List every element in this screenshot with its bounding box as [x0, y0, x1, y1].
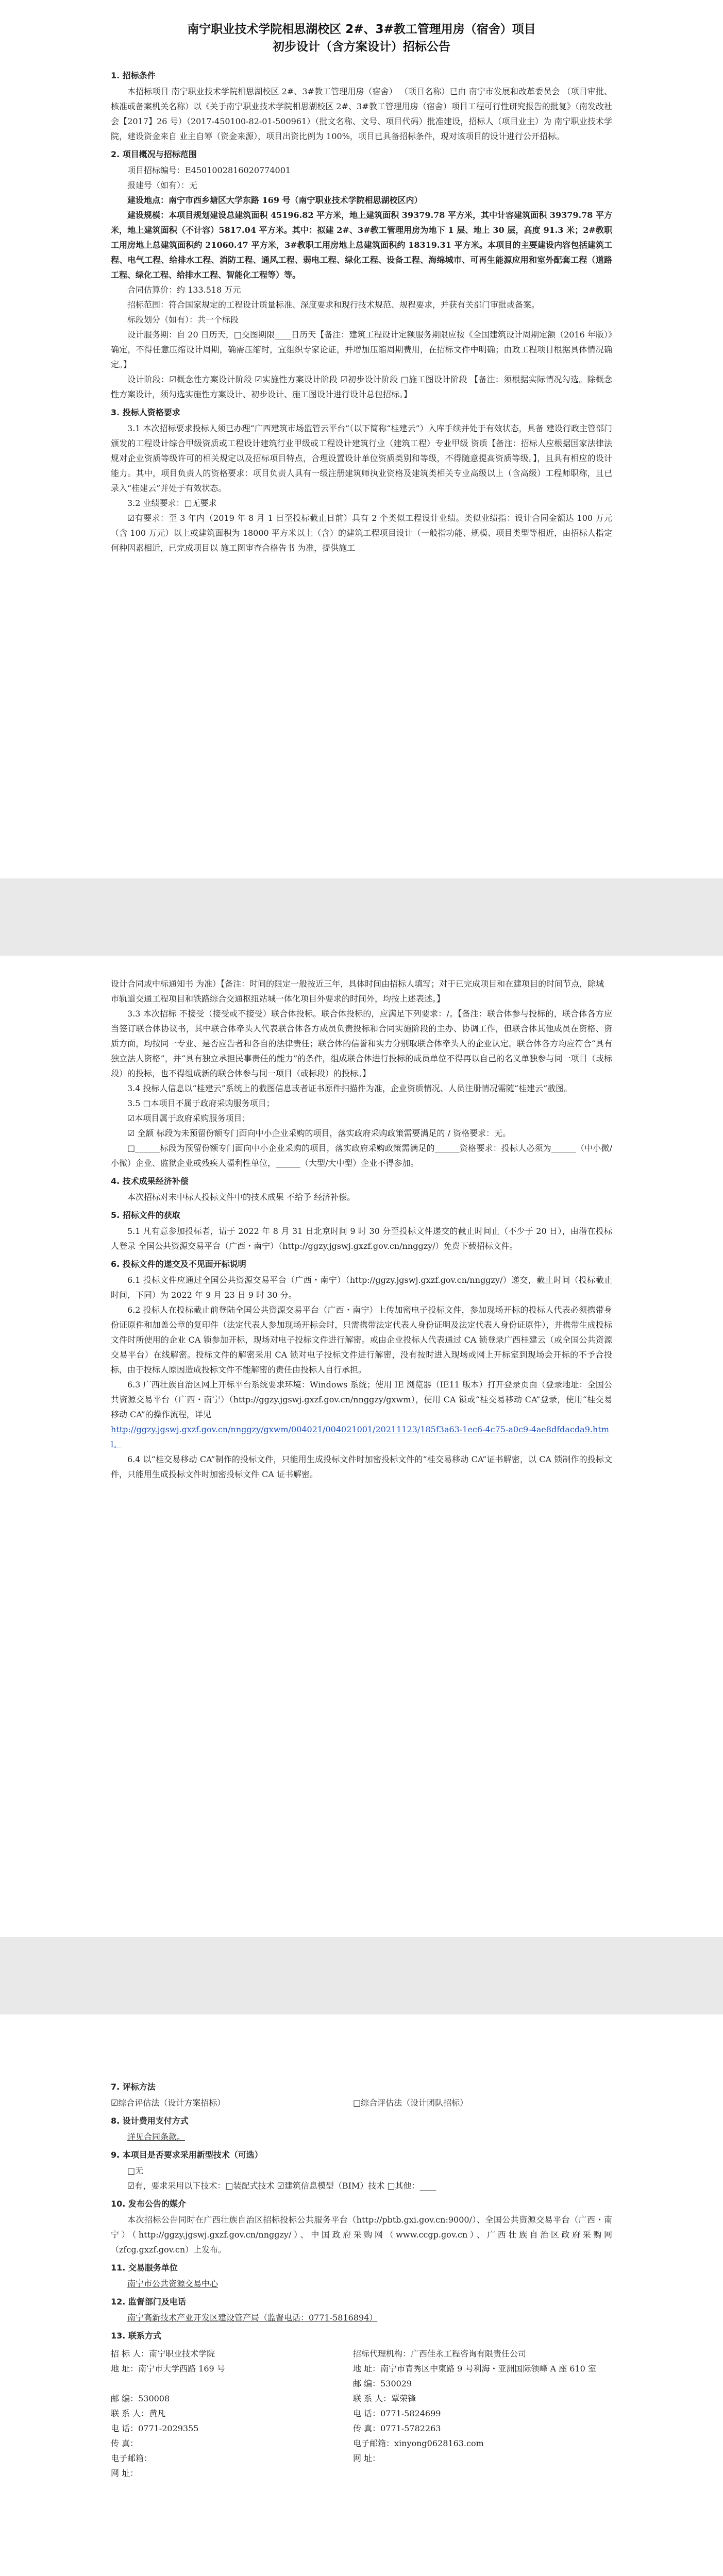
page-3 [82, 2014, 641, 2576]
eval-method-options [111, 2095, 612, 2110]
service-unit: 南宁市公共资源交易中心 [127, 2279, 218, 2289]
eval-option-scheme: ☑综合评估法（设计方案招标） [111, 2098, 226, 2108]
submission-6-4: 6.4 以“桂交易移动 CA”制作的投标文件，只能用生成投标文件时加密投标文件的“桂交易移动 CA”证书解密，以 CA 锁制作的投标文件，只能用生成投标文件时加密投标文件 CA 证书解密。 [111, 1454, 612, 1479]
scale: 建设规模：本项目规划建设总建筑面积 45196.82 平方米，地上建筑面积 39379.78 平方米，其中计容建筑面积 39379.78 平方米，地上建筑面积（不计容）5817.04 平方米。其中：拟建 2#、3#教工管理用房为地下 1 层、地上 30 层，高度 91.3 米；2#教职工用房地上总建筑面积约 21060.47 平方米，3#教职工用房地上总建筑面积约 18319.31 平方米。本项目的主要建设内容包括建筑工程、电气工程、给排水工程、消防工程、通风工程、弱电工程、绿化工程、设备工程、海绵城市、可再生能源应用和室外配套工程（道路工程、绿化工程、给排水工程、智能化工程等）等。 [111, 210, 612, 280]
agency-postcode: 邮 编：530029 [353, 2379, 412, 2388]
page-2 [82, 956, 641, 1937]
page-gap [0, 878, 723, 956]
contact-agency [353, 2346, 612, 2481]
section-11-heading: 11. 交易服务单位 [111, 2263, 178, 2273]
agency-address: 地 址：南宁市青秀区中柬路 9 号利海・亚洲国际领峰 A 座 610 室 [353, 2364, 596, 2374]
agency-contact: 联 系 人：覃荣锋 [353, 2394, 416, 2403]
section-9-heading: 9. 本项目是否要求采用新型技术（可选） [111, 2150, 263, 2160]
tenderer-address: 地 址：南宁市大学西路 169 号 [111, 2364, 225, 2374]
req-3-5: 3.5 □本项目不属于政府采购服务项目； [127, 1098, 275, 1108]
design-stage: 设计阶段：☑概念性方案设计阶段 ☑实施性方案设计阶段 ☑初步设计阶段 □施工图设计阶段 【备注：须根据实际情况勾选。除概念性方案设计，须勾选实施性方案设计、初步设计、施工图设计进行设计总包招标。】 [111, 375, 612, 399]
section-6-heading: 6. 投标文件的递交及不见面开标说明 [111, 1259, 246, 1269]
compensation: 本次招标对未中标人投标文件中的技术成果 不给予 经济补偿。 [127, 1192, 356, 1202]
tech-required: ☑有，要求采用以下技术：□装配式技术 ☑建筑信息模型（BIM）技术 □其他：____ [127, 2181, 436, 2191]
section-8-heading: 8. 设计费用支付方式 [111, 2116, 189, 2126]
req-3-1: 3.1 本次招标要求投标人须已办理“广西建筑市场监管云平台”（以下简称“桂建云”）入库手续并处于有效状态，具备 建设行政主管部门颁发的工程设计综合甲级资质或工程设计建筑行业甲级或工程设计建筑行业（建筑工程）专业甲级 资质【备注：招标人应根据国家法律法规对企业资质等级许可的相关规定以及招标项目特点，合理设置设计单位资质类别和等级，不得随意提高资质等级。】，且具有相应的设计能力。其中，项目负责人的资格要求：项目负责人具有一级注册建筑师执业资格及建筑类相关专业高级以上（含高级）工程师职称，且已录入“桂建云”并处于有效状态。 [111, 423, 612, 493]
tenderer-fax: 传 真： [111, 2438, 139, 2448]
doc-access: 5.1 凡有意参加投标者，请于 2022 年 8 月 31 日北京时间 9 时 30 分至投标文件递交的截止时间止（不少于 20 日），由潜在投标人登录 全国公共资源交易平台（广西・南宁）（http://ggzy.jgswj.gxzf.gov.cn/nnggzy/）免费下载招标文件。 [111, 1226, 612, 1251]
tender-code: 项目招标编号：E4501002816020774001 [127, 165, 291, 175]
lot: 标段划分（如有）：共一个标段 [127, 315, 239, 325]
section-1-text: 本招标项目 南宁职业技术学院相思湖校区 2#、3#教工管理用房（宿舍） （项目名称）已由 南宁市发展和改革委员会 （项目审批、核准或备案机关名称）以《关于南宁职业技术学院相思湖校区 2#、3#教工管理用房（宿舍）项目工程可行性研究报告的批复》（南发改社会【2017】26 号）（2017-450100-82-01-500961）（批文名称、文号、项目代码）批准建设，招标人（项目业主）为 南宁职业技术学院，建设资金来自 业主自筹（资金来源），项目出资比例为 100%，项目已具备招标条件，现对该项目的设计进行公开招标。 [111, 87, 612, 141]
media: 本次招标公告同时在广西壮族自治区招标投标公共服务平台（http://pbtb.gxi.gov.cn:9000/）、全国公共资源交易平台（广西・南宁）（http://ggzy.jgswj.gxzf.gov.cn/nnggzy/）、中国政府采购网（www.ccgp.gov.cn）、广西壮族自治区政府采购网（zfcg.gxzf.gov.cn）上发布。 [111, 2215, 612, 2255]
page-1 [82, 0, 641, 878]
page-title [111, 21, 612, 56]
tenderer-website: 网 址： [111, 2468, 139, 2478]
section-2-heading: 2. 项目概况与招标范围 [111, 149, 197, 159]
tenderer-name: 招 标 人：南宁职业技术学院 [111, 2349, 215, 2359]
req-3-5-b: ☑本项目属于政府采购服务项目； [127, 1113, 250, 1123]
req-3-4: 3.4 投标人信息以“桂建云”系统上的截图信息或者证书原件扫描件为准，企业资质情况、人员注册情况需随“桂建云”截图。 [127, 1083, 573, 1093]
budget: 合同估算价：约 133.518 万元 [127, 285, 241, 295]
ca-guide-link[interactable]: http://ggzy.jgswj.gxzf.gov.cn/nnggzy/gxwm/004021/004021001/20211123/185f3a63-1ec6-4c75-a0c9-4ae8dfdacda9.html。 [111, 1425, 609, 1449]
title-line-1: 南宁职业技术学院相思湖校区 2#、3#教工管理用房（宿舍）项目 [187, 23, 536, 36]
agency-fax: 传 真：0771-5782263 [353, 2424, 441, 2433]
agency-website: 网 址： [353, 2453, 381, 2463]
tenderer-email: 电子邮箱： [111, 2453, 153, 2463]
contacts [111, 2346, 612, 2481]
supervision: 南宁高新技术产业开发区建设管产局（监督电话：0771-5816894） [127, 2313, 378, 2323]
scope: 招标范围：符合国家规定的工程设计质量标准、深度要求和现行技术规范、规程要求，并获有关部门审批或备案。 [127, 300, 540, 310]
submission-6-1: 6.1 投标文件应通过全国公共资源交易平台（广西・南宁）（http://ggzy.jgswj.gxzf.gov.cn/nnggzy/）递交，截止时间（投标截止时间，下同）为 2022 年 9 月 23 日 9 时 30 分。 [111, 1275, 612, 1300]
tenderer-phone: 电 话：0771-2029355 [111, 2424, 199, 2433]
req-3-2-detail: ☑有要求：至 3 年内（2019 年 8 月 1 日至投标截止日前）具有 2 个类似工程设计业绩。类似业绩指：设计合同金额达 100 万元（含 100 万元）以上或建筑面积为 18000 平方米以上（含）的建筑工程项目设计（一般指功能、规模、项目类型等相近，由招标人指定何种因素相近，已完成项目以 施工图审查合格告书 为准，提供施工 [111, 513, 612, 553]
req-3-3: 3.3 本次招标 不接受（接受或不接受）联合体投标。联合体投标的，应满足下列要求：/。【备注：联合体参与投标的，联合体各方应当签订联合体协议书，其中联合体牵头人代表联合体各方成员负责投标和合同实施阶段的主办、协调工作，但联合体其他成员在资格、资质方面，均按同一专业、是否应告者和各自的法律责任；联合体的信誉和实力分别取联合体牵头人的企业认定。联合体各方均应符合“具有独立法人资格”，并“具有独立承担民事责任的能力”的条件，组成联合体进行投标的成员单位不得再以自己的名义单独参与同一项目（或标段）的投标，也不得组成新的联合体参与同一项目（或标段）的投标。】 [111, 1009, 612, 1078]
location: 建设地点：南宁市西乡塘区大学东路 169 号（南宁职业技术学院相思湖校区内） [127, 195, 423, 205]
agency-name: 招标代理机构：广西佳永工程咨询有限责任公司 [353, 2349, 527, 2359]
section-7-heading: 7. 评标方法 [111, 2082, 156, 2092]
section-10-heading: 10. 发布公告的媒介 [111, 2199, 186, 2209]
tech-none: □无 [127, 2166, 144, 2176]
tenderer-postcode: 邮 编：530008 [111, 2394, 170, 2403]
service-period: 设计服务期：自 20 日历天，□交图期限____日历天【备注：建筑工程设计定额服务期限应按《全国建筑设计周期定额（2016 年版）》确定，不得任意压缩设计周期，确需压缩时，宜组织专家论证，并增加压缩周期费用，在招标文件中明确；由政工程项目根据具体情况确定。】 [111, 330, 612, 369]
req-3-5-c: ☑ 全额 标段为未预留份额专门面向中小企业采购的项目，落实政府采购政策需要满足的 / 资格要求：无。 [127, 1128, 511, 1138]
agency-phone: 电 话：0771-5824699 [353, 2409, 441, 2418]
submission-6-3: 6.3 广西壮族自治区网上开标平台系统要求环境：Windows 系统；使用 IE 浏览器（IE11 版本）打开登录页面（登录地址：全国公共资源交易平台（广西・南宁）（http://ggzy.jgswj.gxzf.gov.cn/nnggzy/gxwm），使用 CA 锁或“桂交易移动 CA”登录，使用“桂交易移动 CA”的操作流程，详见 [111, 1380, 612, 1419]
section-13-heading: 13. 联系方式 [111, 2331, 161, 2341]
eval-option-team: □综合评估法（设计团队招标） [353, 2098, 468, 2108]
req-3-2-cont: 设计合同或中标通知书 为准）【备注：时间的限定一般按近三年，具体时间由招标人填写；对于已完成项目和在建项目的时间节点，除城市轨道交通工程项目和铁路综合交通枢纽站城一体化项目外要求的时间外，均按上述表述。】 [111, 979, 604, 1004]
req-3-5-d: □______标段为预留份额专门面向中小企业采购的项目，落实政府采购政策需满足的______资格要求：投标人必须为______（中小微/小微）企业、监狱企业或残疾人福利性单位，______（大型/大中型）企业不得参加。 [111, 1143, 612, 1168]
section-4-heading: 4. 技术成果经济补偿 [111, 1176, 189, 1186]
payment-terms: 详见合同条款。 [127, 2132, 186, 2142]
section-5-heading: 5. 招标文件的获取 [111, 1210, 180, 1220]
registration-no: 报建号（如有）：无 [127, 180, 198, 190]
tenderer-contact: 联 系 人：黄凡 [111, 2409, 166, 2418]
title-line-2: 初步设计（含方案设计）招标公告 [273, 40, 450, 54]
contact-tenderer [111, 2346, 353, 2481]
section-3-heading: 3. 投标人资格要求 [111, 408, 180, 417]
agency-email: 电子邮箱：xinyong0628163.com [353, 2438, 484, 2448]
section-12-heading: 12. 监督部门及电话 [111, 2297, 186, 2307]
page-gap [0, 1937, 723, 2014]
req-3-2: 3.2 业绩要求：□无要求 [127, 498, 217, 508]
submission-6-2: 6.2 投标人在投标截止前登陆全国公共资源交易平台（广西・南宁）上传加密电子投标文件，参加现场开标的投标人代表必须携带身份证原件和加盖公章的复印件（法定代表人参加现场开标会时，只需携带法定代表人身份证明及法定代表人身份证原件），并携带生成投标文件时所使用的企业 CA 锁参加开标，现场对电子投标文件进行解密。或由企业投标人代表通过 CA 锁登录广西桂建云（或全国公共资源交易平台）在线解密。投标文件的解密采用 CA 锁对电子投标文件进行解密，没有按时进入现场或网上开标室到现场会开标的不予合投标，由于投标人原因造成投标文件不能解密的责任由投标人自行承担。 [111, 1305, 612, 1375]
section-1-heading: 1. 招标条件 [111, 71, 156, 80]
